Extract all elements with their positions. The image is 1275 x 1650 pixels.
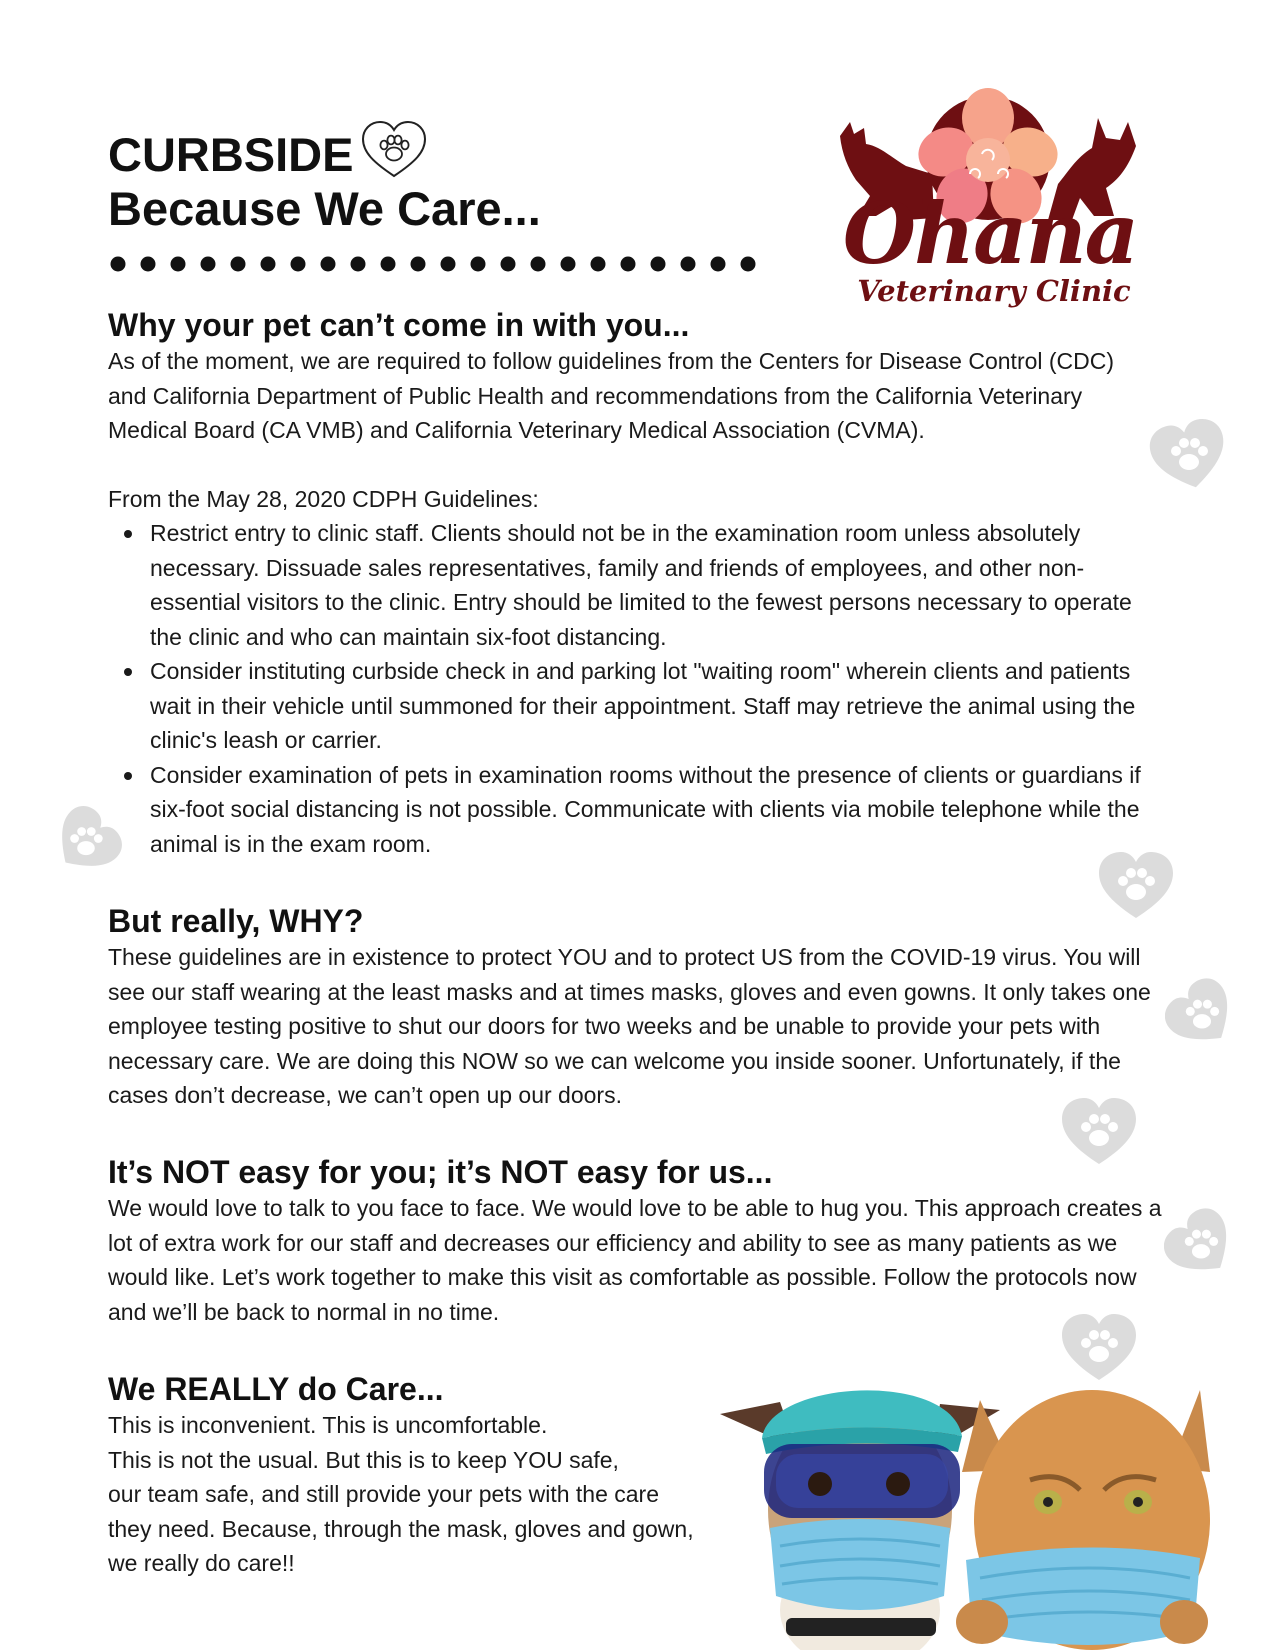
section-not-easy (108, 1153, 1168, 1329)
list-item: Restrict entry to clinic staff. Clients should not be in the examination room unless absolutely necessary. Dissuade sales representatives, family and friends of employees, and other non-essential visitors to the clinic. Entry should be limited to the fewest persons necessary to operate the clinic and who can maintain six-foot distancing. (108, 516, 1168, 654)
guidelines-label: From the May 28, 2020 CDPH Guidelines: (108, 485, 539, 512)
page-title: CURBSIDE (108, 127, 354, 181)
cat-with-mask-icon (956, 1390, 1210, 1650)
section-heading: But really, WHY? (108, 903, 364, 939)
care-line: they need. Because, through the mask, gloves and gown, (108, 1515, 694, 1542)
section-heading: Why your pet can’t come in with you... (108, 307, 690, 343)
list-item: Consider instituting curbside check in and parking lot "waiting room" wherein clients and patients wait in their vehicle until summoned for their appointment. Staff may retrieve the animal using the clinic's leash or carrier. (108, 654, 1150, 758)
logo-subtitle: Veterinary Clinic (857, 274, 1131, 308)
paw-heart-icon (1058, 1094, 1140, 1168)
paw-heart-icon (1164, 1208, 1238, 1282)
section-really-care (108, 1370, 748, 1581)
care-line: our team safe, and still provide your pets with the care (108, 1481, 660, 1507)
paw-heart-outline-icon (359, 118, 429, 182)
paw-heart-icon (1148, 418, 1230, 492)
paw-heart-icon (1058, 1310, 1140, 1384)
dog-with-mask-icon (720, 1390, 1000, 1650)
section-why (108, 306, 1168, 861)
guidelines-list (108, 516, 1168, 861)
section-heading: We REALLY do Care... (108, 1371, 444, 1407)
paw-heart-icon (50, 806, 122, 878)
section-really-why (108, 902, 1178, 1113)
clinic-logo (836, 88, 1156, 328)
title-block (108, 126, 788, 235)
logo-name: Ohana (842, 184, 1138, 283)
page-subtitle: Because We Care... (108, 182, 541, 235)
care-line: we really do care!! (108, 1550, 295, 1576)
paw-heart-icon (1095, 848, 1177, 922)
masked-pets-photo (700, 1360, 1210, 1650)
section-heading: It’s NOT easy for you; it’s NOT easy for us... (108, 1154, 773, 1190)
section-body: We would love to talk to you face to face. We would love to be able to hug you. This approach creates a lot of extra work for our staff and decreases our efficiency and ability to see as many patients as we would like. Let’s work together to make this visit as comfortable as possible. Follow the protocols now and we’ll be back to normal in no time. (108, 1195, 1162, 1325)
section-body: These guidelines are in existence to protect YOU and to protect US from the COVID-19 virus. You will see our staff wearing at the least masks and at times masks, gloves and even gowns. It only takes one employee testing positive to shut our doors for two weeks and be unable to provide your pets with necessary care. We are doing this NOW so we can welcome you inside sooner. Unfortunately, if the cases don’t decrease, we can’t open up our doors. (108, 944, 1151, 1108)
paw-heart-icon (1165, 978, 1239, 1052)
care-line: This is inconvenient. This is uncomfortable. (108, 1412, 548, 1438)
section-intro: As of the moment, we are required to follow guidelines from the Centers for Disease Control (CDC) and California Department of Public Health and recommendations from the California Veterinary Medical Board (CA VMB) and California Veterinary Medical Association (CVMA). (108, 348, 1115, 443)
list-item: Consider examination of pets in examination rooms without the presence of clients or guardians if six-foot social distancing is not possible. Communicate with clients via mobile telephone while the animal is in the exam room. (108, 758, 1170, 862)
care-line: This is not the usual. But this is to keep YOU safe, (108, 1446, 619, 1473)
dotted-divider (108, 252, 758, 276)
